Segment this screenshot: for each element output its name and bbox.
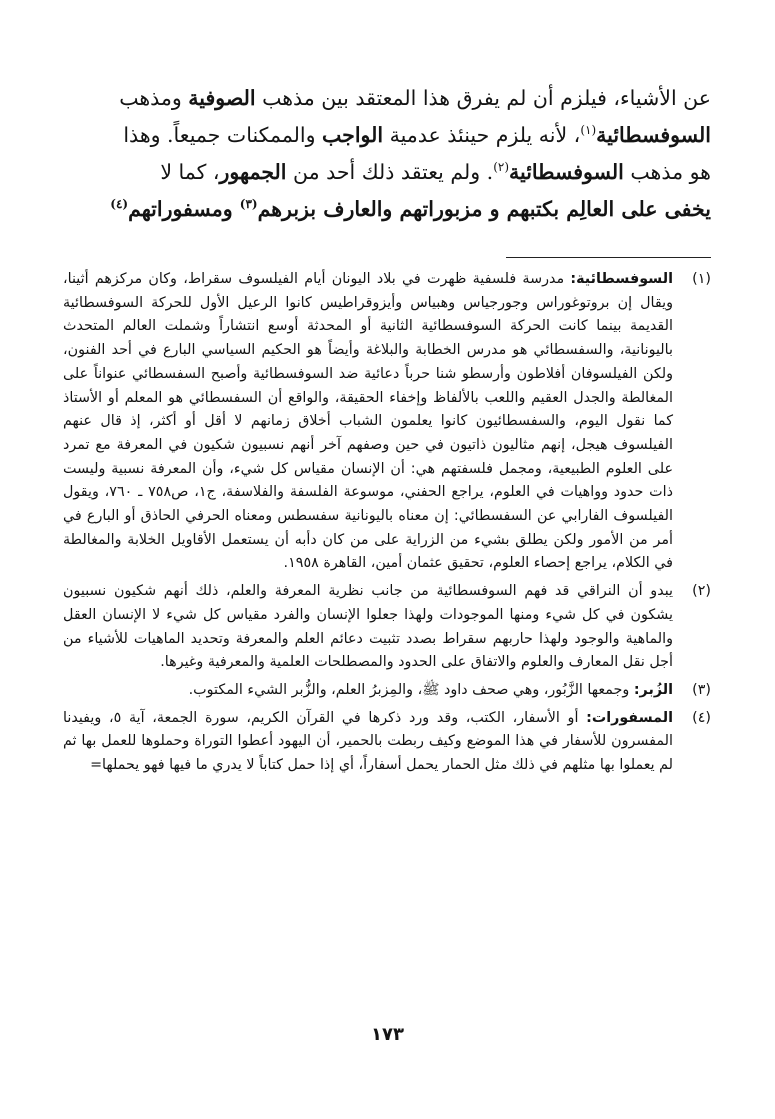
bold-term-wajib: الواجب [322,123,384,147]
main-line-3 [63,154,711,191]
footnote-ref-2[interactable]: (٢) [493,160,510,175]
main-line-1 [63,80,711,117]
text-run: ومسفوراتهم [128,197,240,221]
footnote-term: الزُبر: [633,681,673,698]
footnote-number: (٢) [692,583,711,600]
footnote-body [63,580,673,675]
footnote-body [63,707,673,778]
text-run: يخفى على العالِم بكتبهم و مزبوراتهم والعارف بزبرهم [257,197,711,221]
page-number: ١٧٣ [371,1024,404,1045]
footnote-3 [63,679,711,703]
bold-term-jumhur: الجمهور [219,160,287,184]
footnote-1 [63,268,711,576]
text-run: . ولم يعتقد ذلك أحد من [286,160,494,184]
footnote-term: المسفورات: [586,709,673,726]
footnote-ref-3[interactable]: (٣) [239,197,258,212]
footnote-text: أو الأسفار، الكتب، وقد ورد ذكرها في القرآن الكريم، سورة الجمعة، آية ٥، ويفيدنا المفسرون للأسفار في هذا الموضع وكيف ربطت بالحمير، أن اليهود أعطوا التوراة وحملوها للعمل بها ثم لم يعملوا بها مثلهم في ذلك مثل الحمار يحمل أسفاراً، أي إذا حمل كتاباً لا يدري ما فيها فهو يحملها= [63,709,673,774]
main-line-4 [63,191,711,228]
footnote-number: (١) [692,271,711,287]
footnote-text: وجمعها الزَّبُور، وهي صحف داود ﷺ، والمِزبرُ العلم، والزُّبر الشيء المكتوب. [188,681,634,698]
text-run: عن الأشياء، فيلزم أن لم يفرق هذا المعتقد بين مذهب [255,86,711,110]
footnote-separator [506,257,711,258]
footnote-4 [63,707,711,778]
text-run: ، كما لا [160,160,220,184]
footnote-ref-4[interactable]: (٤) [110,197,129,212]
text-run: والممكنات جميعاً. وهذا [123,123,323,147]
footnote-text: يبدو أن النراقي قد فهم السوفسطائية من جانب نظرية المعرفة والعلم، ذلك أنهم شكيون نسبيون يشكون في كل شيء ومنها الموجودات ولهذا جعلوا الإنسان والفرد مقياس كل شيء لا الإنسان العقل والماهية والوجود ولهذا حاربهم سقراط بصدد تثبيت دعائم العلم والمعرفة وتحديد الماهيات للأشياء من أجل نقل المعارف والعلوم والاتفاق على الحدود والمصطلحات العلمية والمعرفية وغيرها. [63,583,673,671]
footnote-number: (٤) [692,709,711,726]
main-line-2 [63,117,711,154]
footnote-ref-1[interactable]: (١) [580,123,597,138]
footnote-term: السوفسطائية: [570,271,673,287]
footnotes [63,268,711,782]
main-text [63,80,711,228]
bold-term-sufiyya: الصوفية [188,86,256,110]
text-run: ، لأنه يلزم حينئذ عدمية [383,123,581,147]
footnote-2 [63,580,711,675]
footnote-body [63,268,673,576]
footnote-body [63,679,673,703]
footnote-text: مدرسة فلسفية ظهرت في بلاد اليونان أيام الفيلسوف سقراط، وكان مركزهم أثينا، ويقال إن بروتوغوراس وجورجياس وهبياس وأيزوقراطيس كانوا الرعيل الأول للحركة السوفسطائية القديمة بينما كانت الحركة السوفسطائية الثانية أو المحدثة أوسع انتشاراً وشملت العالم المتحدث باليونانية، والسفسطائي هو مدرس الخطابة والبلاغة وأيضاً هو الحكيم السياسي البارع في أحد الفنون، ولكن الفيلسوفان أفلاطون وأرسطو شنا حرباً دعائية ضد السوفسطائية وأصبح السفسطائي عنواناً على المغالطة والجدل العقيم واللعب بالألفاظ وإخفاء الحقيقة، والواقع أن السفسطائي هو المعلم أو الأستاذ كما نقول اليوم، والسفسطائيون كانوا يعلمون الشباب أخلاق زمانهم لا أقل أو أكثر، إذ قال عنهم الفيلسوف هيجل، إنهم مثاليون ذاتيون في حين وصفهم آخر أنهم نسبيون شكيون في المعرفة مع تمرد على العلوم الطبيعية، ومجمل فلسفتهم هي: أن الإنسان مقياس كل شيء، وأن المعرفة نسبية وليست ذات حدود وواهيات في العلوم، يراجع الحفني، موسوعة الفلسفة والفلاسفة، ج١، ص٧٥٨ ـ ٧٦٠، ويقول الفيلسوف الفارابي عن السفسطائي: إن معناه باليونانية سفسطس ومعناه الحرفي الحاذق أو البارع في أمر من الأمور ولكن يطلق بشيء من الزراية على من كان دأبه أن يستعمل الأقاويل الخلابة والمغالطة في الكلام، يراجع إحصاء العلوم، تحقيق عثمان أمين، القاهرة ١٩٥٨. [63,271,673,572]
footnote-number: (٣) [692,681,711,698]
bold-term-sophists: السوفسطائية [596,123,711,147]
bold-term-sophists: السوفسطائية [509,160,624,184]
text-run: هو مذهب [623,160,711,184]
text-run: ومذهب [119,86,189,110]
